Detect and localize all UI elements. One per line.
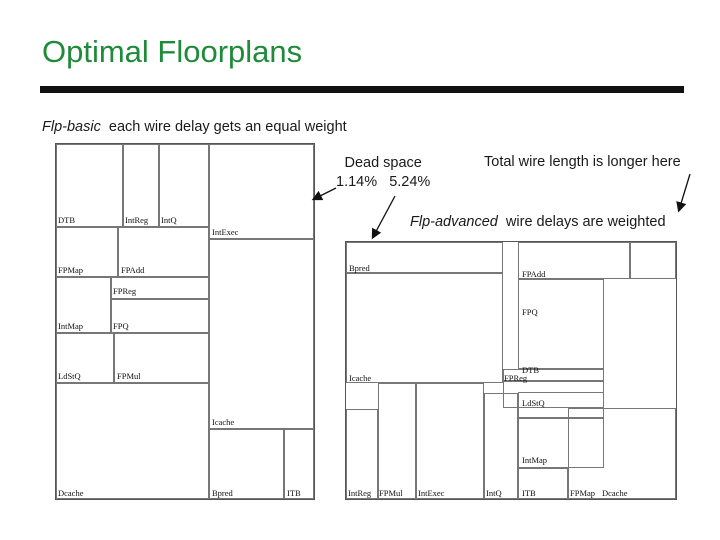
- label-intexec: IntExec: [212, 227, 239, 237]
- label-dcache: Dcache: [602, 488, 628, 498]
- label-intmap: IntMap: [522, 455, 548, 465]
- dead-space-values: 1.14% 5.24%: [336, 174, 431, 190]
- label-icache: Icache: [212, 417, 235, 427]
- basic-caption-text: each wire delay gets an equal weight: [108, 119, 347, 135]
- label-intexec: IntExec: [418, 488, 445, 498]
- label-fpreg: FPReg: [113, 286, 137, 296]
- label-intq: IntQ: [161, 215, 177, 225]
- label-fpq: FPQ: [113, 321, 129, 331]
- basic-caption-label: Flp-basic: [42, 119, 101, 135]
- advanced-caption-label: Flp-advanced: [410, 214, 498, 230]
- page-title: Optimal Floorplans: [42, 34, 303, 69]
- label-fpmap: FPMap: [570, 488, 596, 498]
- label-fpmul: FPMul: [117, 371, 141, 381]
- label-bpred: Bpred: [212, 488, 233, 498]
- dead-space-label: Dead space: [344, 155, 422, 171]
- label-intreg: IntReg: [125, 215, 149, 225]
- total-wire-annotation: Total wire length is longer here: [484, 154, 681, 170]
- label-fpadd: FPAdd: [121, 265, 145, 275]
- label-fpmap: FPMap: [58, 265, 84, 275]
- label-dcache: Dcache: [58, 488, 84, 498]
- label-fpmul: FPMul: [379, 488, 403, 498]
- label-itb: ITB: [287, 488, 301, 498]
- label-ldstq: LdStQ: [522, 398, 545, 408]
- arrow-total-wire: [679, 174, 690, 210]
- label-fpq: FPQ: [522, 307, 538, 317]
- label-fpreg: FPReg: [504, 373, 528, 383]
- label-itb: ITB: [522, 488, 536, 498]
- label-fpadd: FPAdd: [522, 269, 546, 279]
- arrow-dead-space-advanced: [373, 196, 395, 237]
- label-ldstq: LdStQ: [58, 371, 81, 381]
- advanced-caption-text: wire delays are weighted: [505, 214, 666, 230]
- label-intq: IntQ: [486, 488, 502, 498]
- label-intreg: IntReg: [348, 488, 372, 498]
- label-bpred: Bpred: [349, 263, 370, 273]
- label-intmap: IntMap: [58, 321, 84, 331]
- label-dtb: DTB: [522, 365, 539, 375]
- label-icache: Icache: [349, 373, 372, 383]
- label-dtb: DTB: [58, 215, 75, 225]
- arrow-dead-space-basic: [314, 188, 336, 199]
